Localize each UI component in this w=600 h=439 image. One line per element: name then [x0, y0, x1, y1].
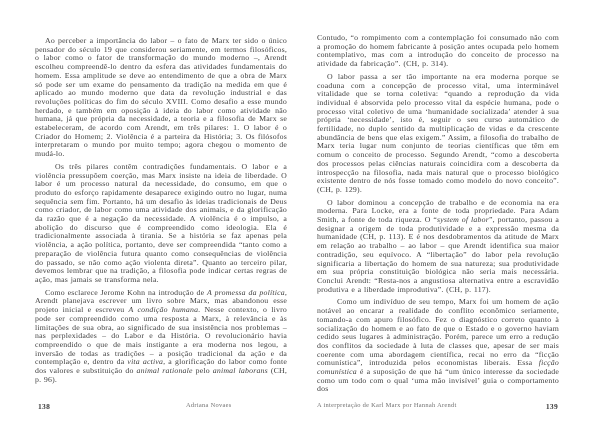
- page-left-body: [35, 37, 287, 388]
- page-number-left: 138: [38, 402, 51, 411]
- paragraph: Ao perceber a importância do labor – o fato de Marx ter sido o único pensador do século 19 que considerou seriamente, em termos filosóficos, o labor como o fator de transformação do mundo moderno –, Arendt escolheu compreendê-lo dentro da esfera das atividades fundamentais do homem. Essa amplitude se deve ao entendimento de que a obra de Marx só pode ser um exame do pensamento da tradição na medida em que é aplicado ao mundo moderno que data da revolução industrial e das revoluções políticas do fim do século XVIII. Como desafio a esse mundo herdado, e também em oposição à ideia do labor como atividade não humana, já que própria da necessidade, a teoria e a filosofia de Marx se estabeleceram, de acordo com Arendt, em três pilares: 1. O labor é o Criador do Homem; 2. Violência é a parteira da História; 3. Os filósofos interpretaram o mundo por muito tempo; agora chegou o momento de mudá-lo.: [35, 36, 287, 159]
- running-footer-chapter-title: A interpretação de Karl Marx por Hannah Arendt: [317, 402, 457, 409]
- page-right-body: [317, 34, 559, 398]
- page-number-right: 139: [545, 402, 558, 411]
- paragraph: O labor dominou a concepção de trabalho e de economia na era moderna. Para Locke, era a fonte de toda propriedade. Para Adam Smith, a fonte de toda riqueza. O “system of labor”, portanto, passou a designar a origem de toda produtividade e a expressão mesma da humanidade (CH, p. 113). E é nos desdobramentos da atitude de Marx em relação ao trabalho – ao labor – que Arendt identifica sua maior contradição, seu equívoco. A “libertação” do labor pela revolução significaria a libertação do homem de sua natureza; sua produtividade em sua própria constituição biológica não seria mais necessária. Conclui Arendt: “Resta-nos a angustiosa alternativa entre a escravidão produtiva e a liberdade improdutiva”. (CH, p. 117).: [317, 197, 559, 294]
- paragraph: Contudo, “o rompimento com a contemplação foi consumado não com a promoção do homem fabricante à posição antes ocupada pelo homem contemplativo, mas com a introdução do conceito de processo na atividade da fabricação”. (CH, p. 314).: [317, 33, 559, 69]
- paragraph: O labor passa a ser tão importante na era moderna porque se coaduna com a concepção de processo vital, uma interminável vitalidade que se torna coletiva: “quando a reprodução da vida individual é absorvida pelo processo vital da espécie humana, pode o processo vital coletivo de uma ‘humanidade socializada’ atender à sua própria ‘necessidade’, isto é, seguir o seu curso automático de fertilidade, no duplo sentido da multiplicação de vidas e da crescente abundância de bens que elas exigem.” Assim, a filosofia do trabalho de Marx teria lugar num conjunto de teorias científicas que têm em comum o conceito de processo. Segundo Arendt, “como a descoberta dos processos pelas ciências naturais coincidira com a descoberta da introspecção na filosofia, nada mais natural que o processo biológico existente dentro de nós fosse tomado como modelo do novo conceito”. (CH, p. 129).: [317, 71, 559, 194]
- paragraph: Como um indivíduo de seu tempo, Marx foi um homem de ação notável ao encarar a realidade do conflito econômico seriamente, tomando-a com apuro filosófico. Fez o diagnóstico correto quanto à socialização do homem e ao fato de que o Estado e o governo haviam cedido seus lugares à administração. Porém, parece um erro a redução dos conflitos da sociedade à luta de classes que, apesar de ser mais coerente com uma abordagem científica, recai no erro da “ficção comunística”, introduzida pelos economistas liberais. Essa ficção comunística é a suposição de que há “um único interesse da sociedade como um todo com o qual ‘uma mão invisível’ guia o comportamento dos: [317, 297, 559, 394]
- paragraph: Como esclarece Jerome Kohn na introdução de A promessa da política, Arendt planejava escrever um livro sobre Marx, mas abandonou esse projeto inicial e escreveu A condição humana. Nesse contexto, o livro pode ser compreendido como uma resposta a Marx, à relevância e às limitações de sua obra, ao significado de sua insistência nos problemas – nas perplexidades – do Labor e da História. O revolucionário havia compreendido o que de mais instigante a era moderna nos legou, a inversão de todas as tradições – a posição tradicional da ação e da contemplação e, dentro da vita activa, a glorificação do labor como fonte dos valores e substituição do animal rationale pelo animal laborans (CH, p. 96).: [35, 287, 288, 384]
- paragraph: Os três pilares contêm contradições fundamentais. O labor e a violência pressupõem coerção, mas Marx insiste na ideia de liberdade. O labor é um processo natural da necessidade, do consumo, em que o produto do esforço rapidamente desaparece exigindo outro no lugar, numa sequência sem fim. Portanto, há um desafio às ideias tradicionais de Deus como criador, de labor como uma atividade dos animais, e da glorificação da razão que é a negação da necessidade. A violência é o impulso, a abolição do discurso que é compreendido como ideologia. Ela é tradicionalmente associada à tirania. Se a história se faz apenas pela violência, a ação política, portanto, deve ser compreendida “tanto como a preparação de violência futura quanto como consequências de violência do passado, se não como ação violenta direta”. Quanto ao terceiro pilar, devemos lembrar que na tradição, a filosofia pode indicar certas regras de ação, mas jamais se transforma nela.: [35, 161, 287, 284]
- running-footer-author: Adriana Novaes: [186, 402, 232, 409]
